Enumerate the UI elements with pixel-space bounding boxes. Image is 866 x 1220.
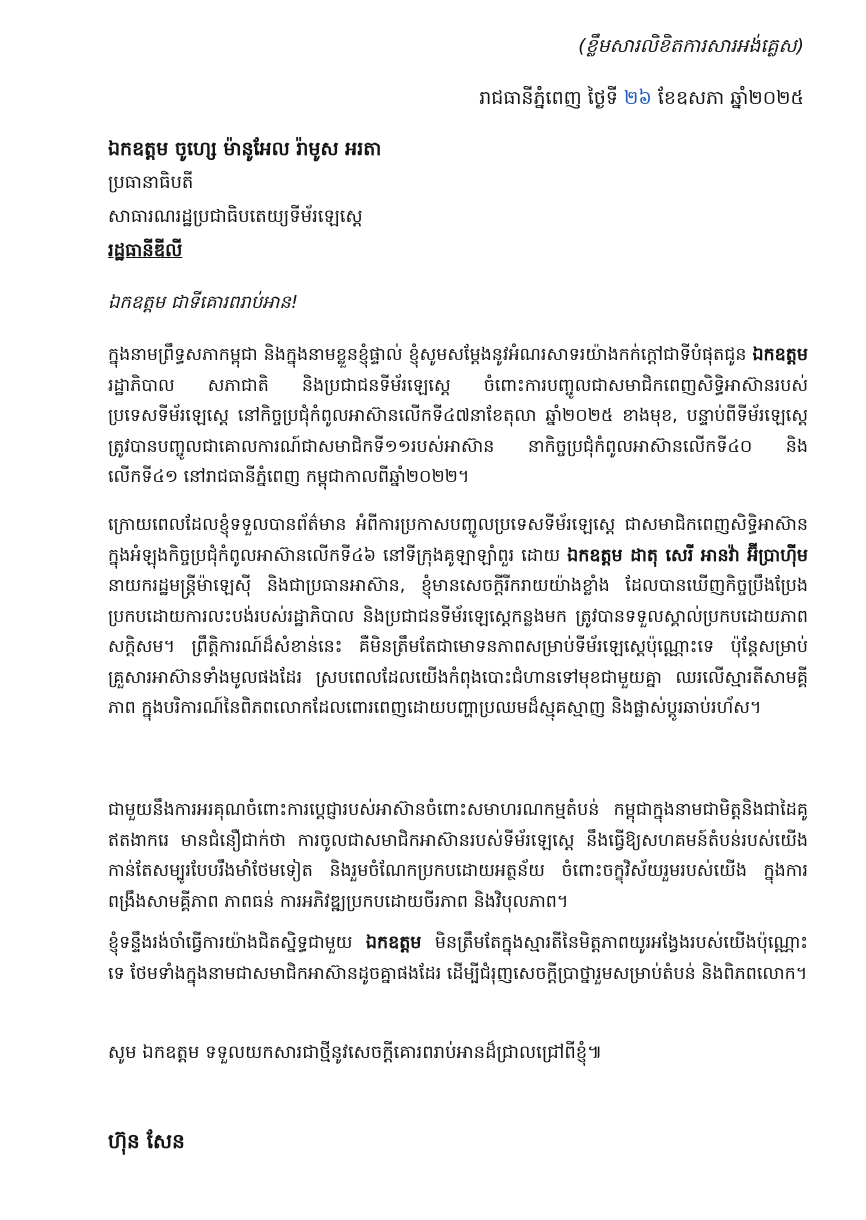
- paragraph-1: [108, 340, 808, 493]
- date-suffix: ខែឧសភា ឆ្នាំ២០២៥: [657, 87, 804, 109]
- p4-bold: ឯកឧត្តម: [365, 933, 422, 953]
- date-day: ២៦: [623, 87, 652, 109]
- salutation: ឯកឧត្តម ជាទីគោរពរាប់អាន!: [108, 292, 299, 313]
- addressee-block: [108, 132, 381, 268]
- p2-text-a: ក្រោយពេលដែលខ្ញុំទទួលបានព័ត៌មាន អំពីការប្រកាសបញ្ចូលប្រទេសទីម័រឡេស្តេ ជាសមាជិកពេញសិទ្ធិអាស៊ាន ក្នុងអំឡុងកិច្ចប្រជុំកំពូលអាស៊ានលើកទី៤៦ នៅទីក្រុងគូឡាឡាំពួរ ដោយ: [108, 515, 808, 566]
- addressee-title: ប្រធានាធិបតី: [108, 172, 194, 193]
- p4-text-c: មិនត្រឹមតែក្នុងស្មារតីនៃមិត្តភាពយូរអង្វែងរបស់យើងប៉ុណ្ណោះទេ ថែមទាំងក្នុងនាមជាសមាជិកអាស៊ានដូចគ្នាផងដែរ ដើម្បីជំរុញសេចក្តីប្រាថ្នារួមសម្រាប់តំបន់ និងពិភពលោក។: [108, 933, 808, 984]
- unofficial-translation-label: (ខ្លឹមសារលិខិតការសារអង់គ្លេស): [578, 35, 804, 57]
- date-prefix: រាជធានីភ្នំពេញ ថ្ងៃទី: [479, 87, 618, 109]
- p2-bold: ឯកឧត្តម ដាតុ សេរី អានវ៉ា អ៊ីប្រាហ៊ីម: [567, 545, 808, 566]
- p1-text-a: ក្នុងនាមព្រឹទ្ធសភាកម្ពុជា និងក្នុងនាមខ្លួនខ្ញុំផ្ទាល់ ខ្ញុំសូមសម្តែងនូវអំណរសាទរយ៉ាងកក់ក្តៅជាទីបំផុតជូន: [108, 345, 747, 365]
- p2-text-c: នាយករដ្ឋមន្ត្រីម៉ាឡេស៊ី និងជាប្រធានអាស៊ាន, ខ្ញុំមានសេចក្តីរីករាយយ៉ាងខ្លាំង ដែលបានឃើញកិច្ចប្រឹងប្រែងប្រកបដោយការលះបង់របស់រដ្ឋាភិបាល និងប្រជាជនទីម័រឡេស្តេកន្លងមក ត្រូវបានទទួលស្គាល់ប្រកបដោយភាពសក្តិសម។ ព្រឹត្តិការណ៍ដ៏សំខាន់នេះ គឺមិនត្រឹមតែជាមោទនភាពសម្រាប់ទីម័រឡេស្តេប៉ុណ្ណោះទេ ប៉ុន្តែសម្រាប់គ្រួសារអាស៊ានទាំងមូលផងដែរ ស្របពេលដែលយើងកំពុងបោះជំហានទៅមុខជាមួយគ្នា ឈរលើស្មារតីសាមគ្គីភាព ក្នុងបរិការណ៍នៃពិភពលោកដែលពោរពេញដោយបញ្ហាប្រឈមដ៏ស្មុគស្មាញ និងផ្លាស់ប្តូរឆាប់រហ័ស។: [108, 576, 808, 718]
- addressee-country: សាធារណរដ្ឋប្រជាធិបតេយ្យទីម័រឡេស្តេ: [108, 206, 363, 227]
- addressee-name: ឯកឧត្តម ចូហ្សេ ម៉ានូអែល រ៉ាមូស អរតា: [108, 138, 382, 160]
- paragraph-4: [108, 928, 808, 989]
- signature-name: ហ៊ុន សែន: [108, 1129, 185, 1153]
- dateline: [479, 86, 804, 114]
- addressee-city: រដ្ឋធានីឌីលី: [108, 240, 183, 261]
- p1-text-c: រដ្ឋាភិបាល សភាជាតិ និងប្រជាជនទីម័រឡេស្តេ ចំពោះការបញ្ចូលជាសមាជិកពេញសិទ្ធិអាស៊ានរបស់ប្រទេសទីម័រឡេស្តេ នៅកិច្ចប្រជុំកំពូលអាស៊ានលើកទី៤៧នាខែតុលា ឆ្នាំ២០២៥ ខាងមុខ, បន្ទាប់ពីទីម័រឡេស្តេ ត្រូវបានបញ្ចូលជាគោលការណ៍ជាសមាជិកទី១១របស់អាស៊ាន នាកិច្ចប្រជុំកំពូលអាស៊ានលើកទី៤០ និងលើកទី៤១ នៅរាជធានីភ្នំពេញ កម្ពុជាកាលពីឆ្នាំ២០២២។: [108, 375, 808, 487]
- paragraph-3: [108, 795, 808, 917]
- p3-text: ជាមួយនឹងការអរគុណចំពោះការប្តេជ្ញារបស់អាស៊ានចំពោះសមាហរណកម្មតំបន់ កម្ពុជាក្នុងនាមជាមិត្តនិងជាដៃគូឥតងាករេ មានជំនឿជាក់ថា ការចូលជាសមាជិកអាស៊ានរបស់ទីម័រឡេស្តេ នឹងធ្វើឱ្យសហគមន៍តំបន់របស់យើង កាន់តែសម្បូរបែបរឹងមាំថែមទៀត និងរួមចំណែកប្រកបដោយអត្ថន័យ ចំពោះចក្ខុវិស័យរួមរបស់យើង ក្នុងការពង្រឹងសាមគ្គីភាព ភាពធន់ ការអភិវឌ្ឍប្រកបដោយចីរភាព និងវិបុលភាព។: [108, 800, 808, 912]
- closing-line: សូម ឯកឧត្តម ទទួលយកសារជាថ្មីនូវសេចក្តីគោរពរាប់អានដ៏ជ្រាលជ្រៅពីខ្ញុំ៕: [108, 1042, 603, 1063]
- paragraph-2: [108, 510, 808, 724]
- p1-bold: ឯកឧត្តម: [752, 345, 808, 365]
- p4-text-a: ខ្ញុំទន្ទឹងរង់ចាំធ្វើការយ៉ាងជិតស្និទ្ធជាមួយ: [108, 933, 353, 953]
